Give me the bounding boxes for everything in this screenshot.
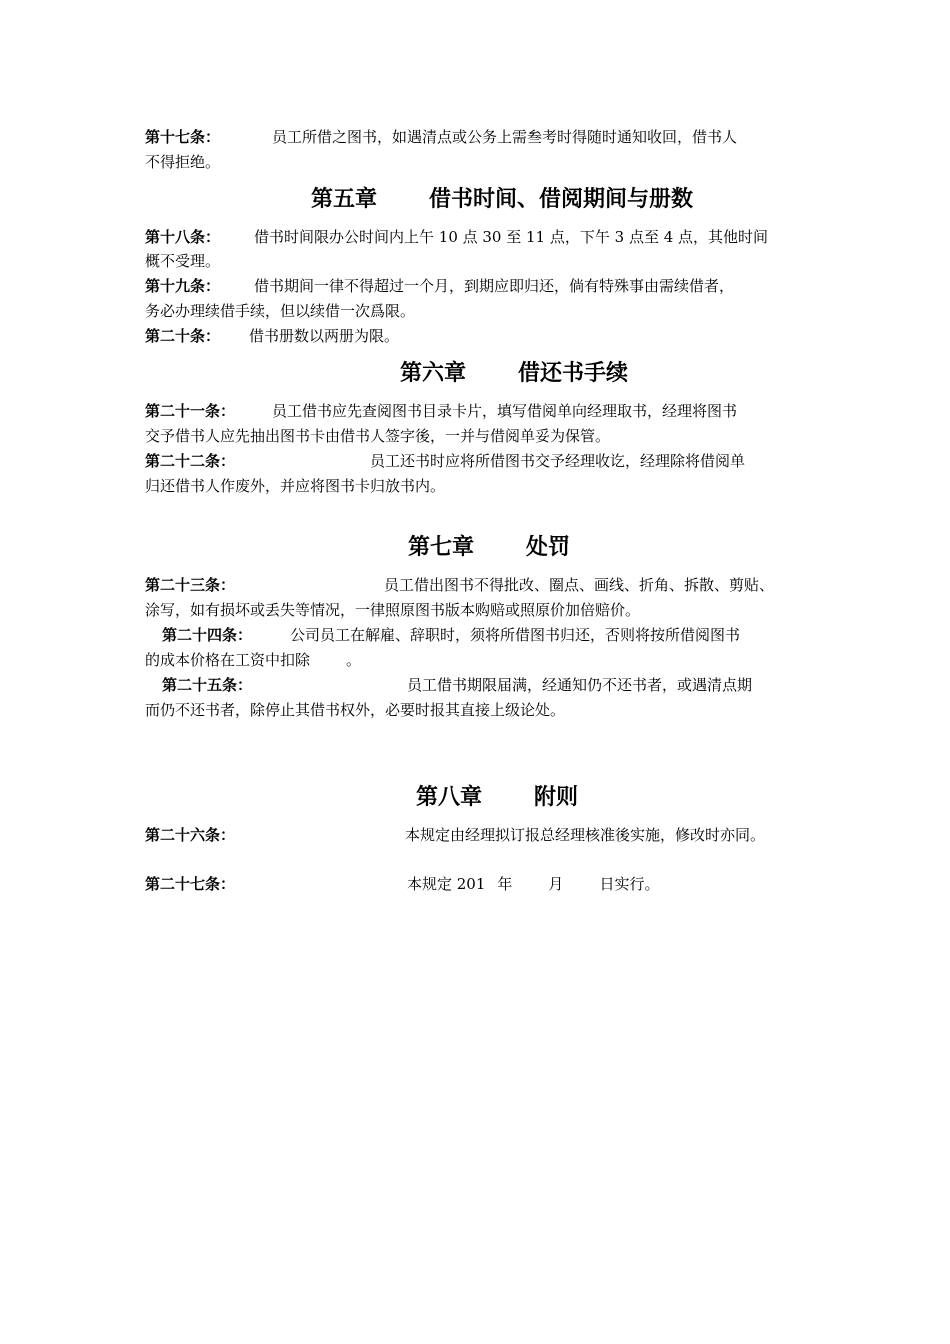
chapter-5-number: 第五章 [311, 186, 378, 212]
article-27-date-prefix: 本规定 201 [407, 875, 486, 893]
article-27-day: 日实行。 [599, 875, 660, 893]
chapter-8-number: 第八章 [416, 784, 483, 810]
article-23-line1 [145, 575, 774, 595]
article-25-text: 员工借书期限届满，经通知仍不还书者，或遇清点期 [407, 676, 753, 694]
article-26-text: 本规定由经理拟订报总经理核准後实施，修改时亦同。 [405, 826, 766, 844]
article-21-text: 员工借书应先查阅图书目录卡片，填写借阅单向经理取书，经理将图书 [272, 402, 738, 420]
article-24-line2 [145, 650, 361, 670]
article-27-month: 月 [548, 875, 564, 893]
chapter-8-title: 附则 [534, 784, 579, 810]
chapter-6-heading [400, 358, 628, 388]
article-24-line1 [162, 625, 740, 645]
article-22-label: 第二十二条： [145, 452, 236, 470]
article-24-label: 第二十四条： [162, 626, 253, 644]
article-25-line1 [162, 675, 752, 695]
article-26-label: 第二十六条： [145, 826, 236, 844]
chapter-7-title: 处罚 [526, 534, 571, 560]
chapter-8-heading [416, 782, 578, 812]
article-24-line2-end: 。 [346, 651, 362, 669]
chapter-7-number: 第七章 [408, 534, 475, 560]
article-19-line2: 务必办理续借手续，但以续借一次爲限。 [145, 302, 416, 320]
article-18-line1 [145, 227, 768, 247]
article-21-line2: 交予借书人应先抽出图书卡由借书人签字後，一并与借阅单妥为保管。 [145, 427, 611, 445]
article-17-label: 第十七条： [145, 128, 221, 146]
article-22-text: 员工还书时应将所借图书交予经理收讫，经理除将借阅单 [370, 452, 746, 470]
article-23-text: 员工借出图书不得批改、圈点、画线、折角、拆散、剪贴、 [384, 576, 775, 594]
article-21-line1 [145, 401, 737, 421]
article-19-label: 第十九条： [145, 277, 221, 295]
article-18-line2: 概不受理。 [145, 252, 221, 270]
article-25-line2: 而仍不还书者，除停止其借书权外，必要时报其直接上级论处。 [145, 701, 566, 719]
article-24-text: 公司员工在解雇、辞职时，须将所借图书归还，否则将按所借阅图书 [290, 626, 741, 644]
article-23-line2: 涂写，如有损坏或丢失等情况，一律照原图书版本购赔或照原价加倍赔价。 [145, 601, 641, 619]
article-22-line2: 归还借书人作废外，并应将图书卡归放书内。 [145, 477, 446, 495]
article-21-label: 第二十一条： [145, 402, 236, 420]
article-27-year: 年 [497, 875, 513, 893]
article-27-label: 第二十七条： [145, 875, 236, 893]
chapter-5-title: 借书时间、借阅期间与册数 [429, 186, 694, 212]
chapter-7-heading [408, 532, 570, 562]
chapter-5-heading [311, 184, 693, 214]
article-17-text: 员工所借之图书，如遇清点或公务上需叁考时得随时通知收回，借书人 [272, 128, 738, 146]
chapter-6-number: 第六章 [400, 360, 467, 386]
article-26-line1 [145, 825, 765, 845]
article-27-line1 [145, 874, 659, 894]
article-22-line1 [145, 451, 745, 471]
article-24-line2-text: 的成本价格在工资中扣除 [145, 651, 311, 669]
article-20-line1 [145, 326, 399, 346]
article-17-line1 [145, 127, 737, 147]
article-20-text: 借书册数以两册为限。 [249, 327, 400, 345]
article-23-label: 第二十三条： [145, 576, 236, 594]
article-18-text: 借书时间限办公时间内上午 10 点 30 至 11 点，下午 3 点至 4 点，其他时间 [254, 228, 769, 246]
article-19-line1 [145, 276, 734, 296]
article-20-label: 第二十条： [145, 327, 221, 345]
article-18-label: 第十八条： [145, 228, 221, 246]
chapter-6-title: 借还书手续 [518, 360, 629, 386]
article-17-line2: 不得拒绝。 [145, 153, 221, 171]
article-19-text: 借书期间一律不得超过一个月，到期应即归还，倘有特殊事由需续借者， [254, 277, 735, 295]
article-25-label: 第二十五条： [162, 676, 253, 694]
